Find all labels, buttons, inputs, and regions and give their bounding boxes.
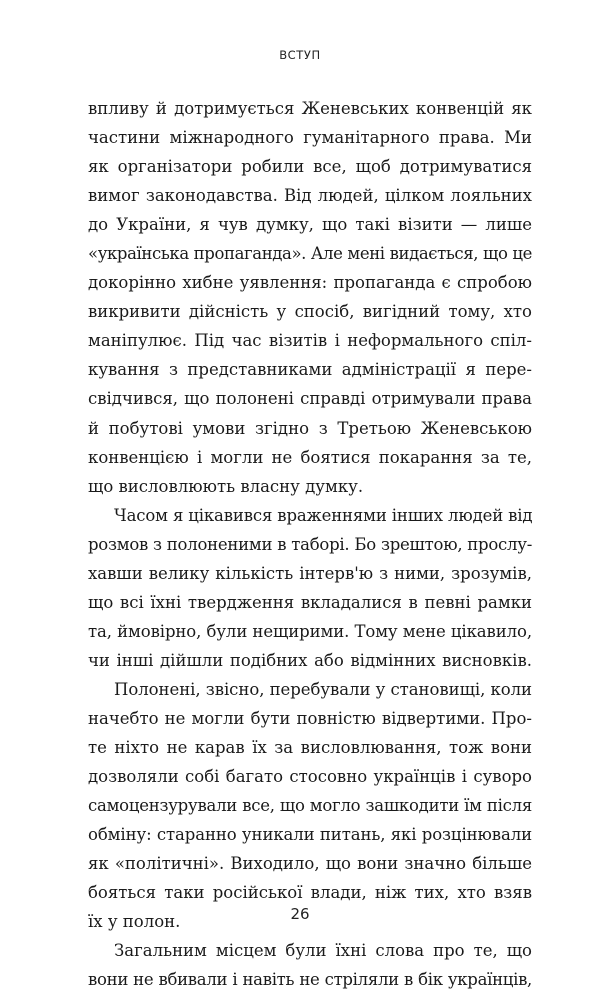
text-line: й побутові умови згідно з Третьою Женевською [88,418,532,438]
text-line: їх у полон. [88,912,181,932]
running-head: ВСТУП [279,48,321,62]
text-line: вимог законодавства. Від людей, цілком лояльних [88,186,532,206]
text-line: дозволяли собі багато стосовно українців і суворо [88,767,532,787]
text-line: самоцензурували все, що могло зашкодити їм після [88,796,532,816]
text-line: докорінно хибне уявлення: пропаганда є спробою [88,273,532,293]
text-line: свідчився, що полонені справді отримували права [88,389,532,409]
text-line: обміну: старанно уникали питань, які розцінювали [88,825,532,845]
text-line: розмов з полоненими в таборі. Бо зрештою, прослу- [88,534,533,554]
paragraph [88,675,532,936]
paragraph [88,94,532,501]
text-line: як «політичні». Виходило, що вони значно більше [88,854,532,874]
text-line: конвенцією і могли не боятися покарання за те, [88,447,532,467]
text-line: кування з представниками адміністрації я пере- [88,360,532,380]
text-line: Часом я цікавився враженнями інших людей від [114,505,533,525]
text-line: вони не вбивали і навіть не стріляли в бік українців, [88,970,532,990]
body-text [88,94,532,994]
text-line: хавши велику кількість інтерв'ю з ними, зрозумів, [88,563,532,583]
text-line: що висловлюють власну думку. [88,476,364,496]
text-line: маніпулює. Під час візитів і неформального спіл- [88,331,532,351]
text-line: впливу й дотримується Женевських конвенцій як [88,99,532,118]
text-line: та, ймовірно, були нещирими. Тому мене цікавило, [88,621,532,641]
text-line: що всі їхні твердження вкладалися в певні рамки [88,592,532,612]
text-line: Загальним місцем були їхні слова про те, що [114,941,532,961]
text-line: бояться таки російської влади, ніж тих, хто взяв [88,883,532,903]
paragraph [88,501,532,675]
text-line: чи інші дійшли подібних або відмінних висновків. [88,650,532,670]
text-line: до України, я чув думку, що такі візити — лише [88,215,532,235]
text-line: викривити дійсність у спосіб, вигідний тому, хто [88,302,532,322]
paragraph [88,936,532,994]
text-line: «українська пропаганда». Але мені видається, що це [88,244,532,264]
text-line: те ніхто не карав їх за висловлювання, тож вони [88,738,532,758]
text-line: начебто не могли бути повністю відвертими. Про- [88,708,532,728]
text-line: частини міжнародного гуманітарного права. Ми [88,128,532,148]
text-line: як організатори робили все, щоб дотримуватися [88,157,532,177]
page-number: 26 [290,905,310,923]
text-line: Полонені, звісно, перебували у становищі, коли [114,679,532,699]
